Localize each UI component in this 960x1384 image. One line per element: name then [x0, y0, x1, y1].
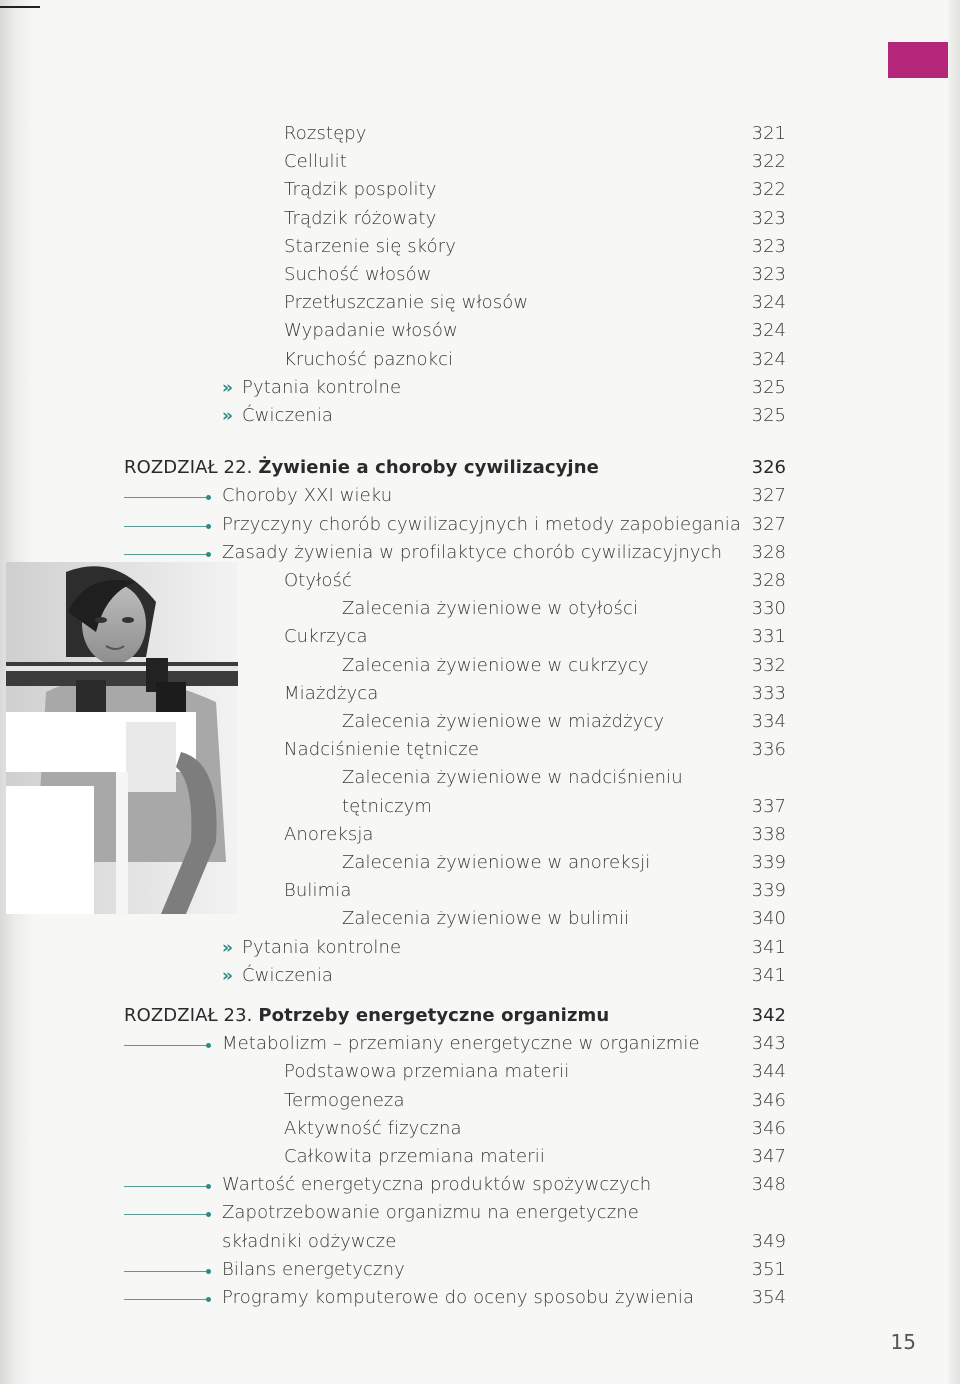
toc-entry-title: Zalecenia żywieniowe w cukrzycy: [342, 654, 649, 676]
toc-entry-title: Starzenie się skóry: [284, 235, 456, 257]
toc-page-number: 348: [751, 1174, 786, 1196]
toc-page-number: 323: [751, 235, 786, 257]
toc-page-number: 341: [751, 964, 786, 986]
toc-page-number: 340: [751, 908, 786, 930]
toc-page-number: 346: [751, 1117, 786, 1139]
toc-entry: [0, 1256, 960, 1284]
toc-entry: [0, 1199, 960, 1227]
toc-entry: [0, 1058, 960, 1086]
toc-page-number: 344: [751, 1061, 786, 1083]
toc-entry: [0, 539, 960, 567]
toc-entry: [0, 962, 960, 990]
leader-line-icon: [124, 526, 209, 527]
leader-line-icon: [124, 497, 209, 498]
toc-entry-title: Zalecenia żywieniowe w bulimii: [342, 908, 630, 930]
toc-entry: [0, 680, 960, 708]
toc-entry-title: Anoreksja: [284, 823, 374, 845]
toc-entry: [0, 482, 960, 510]
toc-entry-title: Zalecenia żywieniowe w anoreksji: [342, 852, 651, 873]
toc-entry-title: Nadciśnienie tętnicze: [284, 739, 480, 761]
toc-page-number: 326: [751, 457, 786, 479]
toc-page-number: 338: [751, 823, 786, 845]
page-number: 15: [890, 1330, 916, 1354]
leader-line-icon: [124, 1271, 209, 1272]
leader-line-icon: [124, 1299, 209, 1300]
toc-entry: [0, 708, 960, 736]
toc-entry: [0, 233, 960, 261]
toc-page-number: 332: [751, 654, 786, 676]
toc-entry: [0, 905, 960, 933]
toc-entry-title: Zalecenia żywieniowe w miażdżycy: [342, 711, 665, 732]
toc-page-number: 346: [751, 1089, 786, 1111]
toc-entry: [0, 1115, 960, 1143]
toc-page-number: 351: [751, 1258, 786, 1280]
toc-entry-title: [124, 1002, 609, 1030]
toc-entry-title: Trądzik różowaty: [284, 207, 437, 229]
double-chevron-icon: »: [222, 377, 233, 398]
toc-entry-title: tętniczym: [342, 795, 433, 817]
chapter-title: Żywienie a choroby cywilizacyjne: [258, 457, 599, 479]
toc-entry-title: [124, 454, 599, 482]
toc-page-number: 341: [751, 936, 786, 958]
toc-entry-title: Metabolizm – przemiany energetyczne w organizmie: [222, 1033, 700, 1055]
toc-entry: [0, 511, 960, 539]
toc-page-number: 333: [751, 682, 786, 704]
toc-entry: [0, 623, 960, 651]
toc-entry-title: Zasady żywienia w profilaktyce chorób cywilizacyjnych: [222, 541, 723, 563]
toc-page-number: 323: [751, 207, 786, 229]
toc-entry-title: Zapotrzebowanie organizmu na energetyczne: [222, 1202, 639, 1224]
toc-entry-title: Przetłuszczanie się włosów: [284, 292, 529, 314]
toc-entry: [0, 877, 960, 905]
toc-entry-title: Bilans energetyczny: [222, 1258, 405, 1280]
toc-entry: [0, 764, 960, 792]
toc-entry: [0, 1284, 960, 1312]
toc-page-number: 336: [751, 739, 786, 761]
toc-entry-title: Bulimia: [284, 880, 352, 902]
toc-page-number: 334: [751, 711, 786, 732]
toc-entry-title: Otyłość: [284, 570, 352, 591]
toc-entry: [0, 1143, 960, 1171]
toc-page-number: 343: [751, 1033, 786, 1055]
top-edge-mark: [0, 6, 40, 8]
toc-entry: [0, 1171, 960, 1199]
toc-entry: [0, 317, 960, 345]
toc-entry: [0, 934, 960, 962]
section-color-tab: [888, 42, 950, 78]
toc-entry: [0, 148, 960, 176]
double-chevron-icon: »: [222, 406, 233, 426]
leader-line-icon: [124, 1045, 209, 1046]
toc-page-number: 339: [751, 880, 786, 902]
toc-entry: [0, 652, 960, 680]
toc-entry-title: Ćwiczenia: [242, 405, 334, 426]
toc-entry-title: Choroby XXI wieku: [222, 485, 393, 507]
toc-entry: [0, 793, 960, 821]
toc-entry-title: Ćwiczenia: [242, 964, 334, 986]
toc-entry-title: Rozstępy: [284, 123, 367, 144]
toc-entry: [0, 1030, 960, 1058]
toc-entry-title: Zalecenia żywieniowe w nadciśnieniu: [342, 767, 683, 789]
toc-entry: [0, 120, 960, 148]
toc-page-number: 347: [751, 1146, 786, 1167]
toc-entry: [0, 849, 960, 877]
toc-entry-title: Cellulit: [284, 151, 347, 173]
toc-page-number: 337: [751, 795, 786, 817]
toc-entry: [0, 402, 960, 430]
toc-page-number: 321: [751, 123, 786, 144]
toc-entry: [0, 1087, 960, 1115]
toc-entry-title: składniki odżywcze: [222, 1230, 397, 1252]
toc-entry-title: Termogeneza: [284, 1089, 405, 1111]
chapter-title: Potrzeby energetyczne organizmu: [258, 1005, 610, 1026]
toc-page-number: 323: [751, 264, 786, 285]
toc-entry: [0, 205, 960, 233]
toc-entry: [0, 374, 960, 402]
toc-page-number: 328: [751, 541, 786, 563]
toc-page-number: 349: [751, 1230, 786, 1252]
double-chevron-icon: »: [222, 937, 233, 958]
chapter-label: ROZDZIAŁ 23.: [124, 1005, 253, 1026]
toc-entry-title: Miażdżyca: [284, 682, 379, 704]
toc-page-number: 322: [751, 179, 786, 201]
toc-page-number: 322: [751, 151, 786, 173]
toc-page-number: 324: [751, 320, 786, 342]
double-chevron-icon: »: [222, 965, 233, 986]
toc-entry: [0, 821, 960, 849]
toc-entry: [0, 567, 960, 595]
toc-page-number: 327: [751, 513, 786, 535]
toc-entry: [0, 736, 960, 764]
leader-line-icon: [124, 1214, 209, 1215]
toc-entry: [0, 289, 960, 317]
toc-page-number: 330: [751, 598, 786, 620]
toc-entry: [0, 595, 960, 623]
toc-page-number: 325: [751, 405, 786, 426]
toc-entry-title: Programy komputerowe do oceny sposobu żywienia: [222, 1287, 695, 1308]
toc-entry-title: Przyczyny chorób cywilizacyjnych i metody zapobiegania: [222, 513, 741, 535]
toc-entry: [0, 346, 960, 374]
toc-page-number: 354: [751, 1287, 786, 1308]
toc-entry-title: Pytania kontrolne: [242, 936, 402, 958]
toc-page-number: 339: [751, 852, 786, 873]
toc-entry: [0, 261, 960, 289]
toc-entry-title: Suchość włosów: [284, 264, 432, 285]
toc-entry-title: Cukrzyca: [284, 626, 368, 648]
toc-entry: [0, 1228, 960, 1256]
toc-entry-title: Wypadanie włosów: [284, 320, 458, 342]
toc-chapter-heading: [0, 454, 960, 482]
toc-entry-title: Podstawowa przemiana materii: [284, 1061, 570, 1083]
toc-entry: [0, 176, 960, 204]
toc-entry-title: Zalecenia żywieniowe w otyłości: [342, 598, 639, 620]
toc-entry-title: Aktywność fizyczna: [284, 1117, 462, 1139]
toc-entry-title: Trądzik pospolity: [284, 179, 437, 201]
toc-entry-title: Całkowita przemiana materii: [284, 1146, 545, 1167]
toc-page-number: 328: [751, 570, 786, 591]
leader-line-icon: [124, 1186, 209, 1187]
leader-line-icon: [124, 554, 209, 555]
toc-page-number: 327: [751, 485, 786, 507]
toc-page-number: 325: [751, 376, 786, 398]
toc-page-number: 324: [751, 292, 786, 314]
toc-page-number: 324: [751, 348, 786, 370]
toc-page-number: 331: [751, 626, 786, 648]
toc-chapter-heading: [0, 1002, 960, 1030]
toc-entry-title: Pytania kontrolne: [242, 376, 402, 398]
toc-entry-title: Wartość energetyczna produktów spożywczych: [222, 1174, 652, 1196]
toc-entry-title: Kruchość paznokci: [284, 348, 454, 370]
toc-page-number: 342: [751, 1005, 786, 1026]
chapter-label: ROZDZIAŁ 22.: [124, 457, 253, 479]
